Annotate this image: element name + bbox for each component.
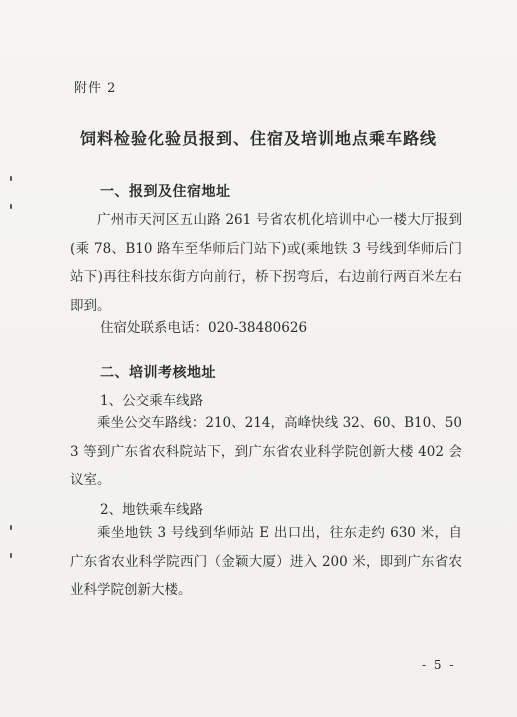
attachment-label: 附件 2: [74, 81, 117, 96]
section1-phone: 住宿处联系电话：020-38480626: [100, 320, 308, 336]
subway-route-heading: 2、地铁乘车线路: [100, 502, 204, 518]
page-number: - 5 -: [422, 658, 456, 672]
scan-speck: [10, 176, 12, 181]
section1-paragraph: 广州市天河区五山路 261 号省农机化培训中心一楼大厅报到(乘 78、B10 路车至华师后门站下)或(乘地铁 3 号线到华师后门站下)再往科技东街方向前行，桥下拐弯后，右边前行两百米左右即到。: [70, 212, 462, 314]
subway-route-paragraph: 乘坐地铁 3 号线到华师站 E 出口出，往东走约 630 米，自广东省农业科学院西门（金颖大厦）进入 200 米，即到广东省农业科学院创新大楼。: [70, 525, 462, 598]
section2-heading: 二、培训考核地址: [100, 365, 216, 381]
scan-speck: [10, 525, 12, 530]
section1-heading: 一、报到及住宿地址: [100, 184, 231, 200]
document-title: 饲料检验化验员报到、住宿及培训地点乘车路线: [79, 129, 437, 148]
bus-route-heading: 1、公交乘车线路: [100, 393, 204, 409]
bus-route-paragraph: 乘坐公交车路线：210、214，高峰快线 32、60、B10、503 等到广东省农科院站下，到广东省农业科学院创新大楼 402 会议室。: [70, 415, 462, 488]
scan-speck: [10, 204, 12, 209]
scan-speck: [10, 553, 12, 558]
